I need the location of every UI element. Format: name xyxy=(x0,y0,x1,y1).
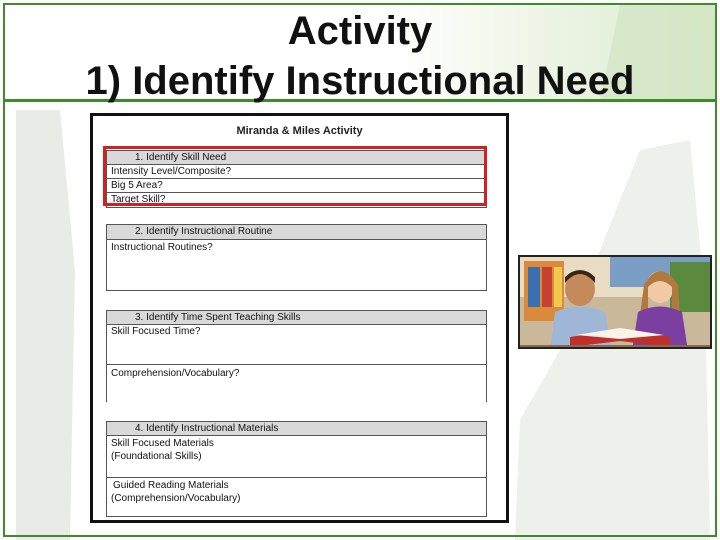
section-row: Intensity Level/Composite? xyxy=(107,165,486,179)
section-row: (Comprehension/Vocabulary) xyxy=(111,493,241,504)
section-row: Target Skill? xyxy=(111,194,166,205)
slide-subtitle: 1) Identify Instructional Need xyxy=(85,59,635,103)
worksheet-title: Miranda & Miles Activity xyxy=(236,125,363,137)
section-row: Big 5 Area? xyxy=(107,179,486,193)
photo-illustration xyxy=(520,257,712,349)
section-row: Skill Focused Materials xyxy=(111,438,214,449)
section-row: Instructional Routines? xyxy=(111,242,213,253)
highlight-box xyxy=(103,146,487,206)
section-instructional-routine xyxy=(106,224,487,291)
section-header: 3. Identify Time Spent Teaching Skills xyxy=(107,311,486,325)
section-header: 2. Identify Instructional Routine xyxy=(107,225,486,240)
section-header: 1. Identify Skill Need xyxy=(107,151,486,165)
section-row: Guided Reading Materials xyxy=(113,480,229,491)
section-time-spent xyxy=(106,310,487,402)
section-instructional-materials xyxy=(106,421,487,517)
children-reading-photo xyxy=(518,255,712,349)
section-row: (Foundational Skills) xyxy=(107,450,486,478)
section-row: Comprehension/Vocabulary? xyxy=(111,368,240,379)
slide-title: Activity xyxy=(287,9,433,53)
section-header: 4. Identify Instructional Materials xyxy=(107,422,486,436)
section-row: Skill Focused Time? xyxy=(107,325,486,365)
